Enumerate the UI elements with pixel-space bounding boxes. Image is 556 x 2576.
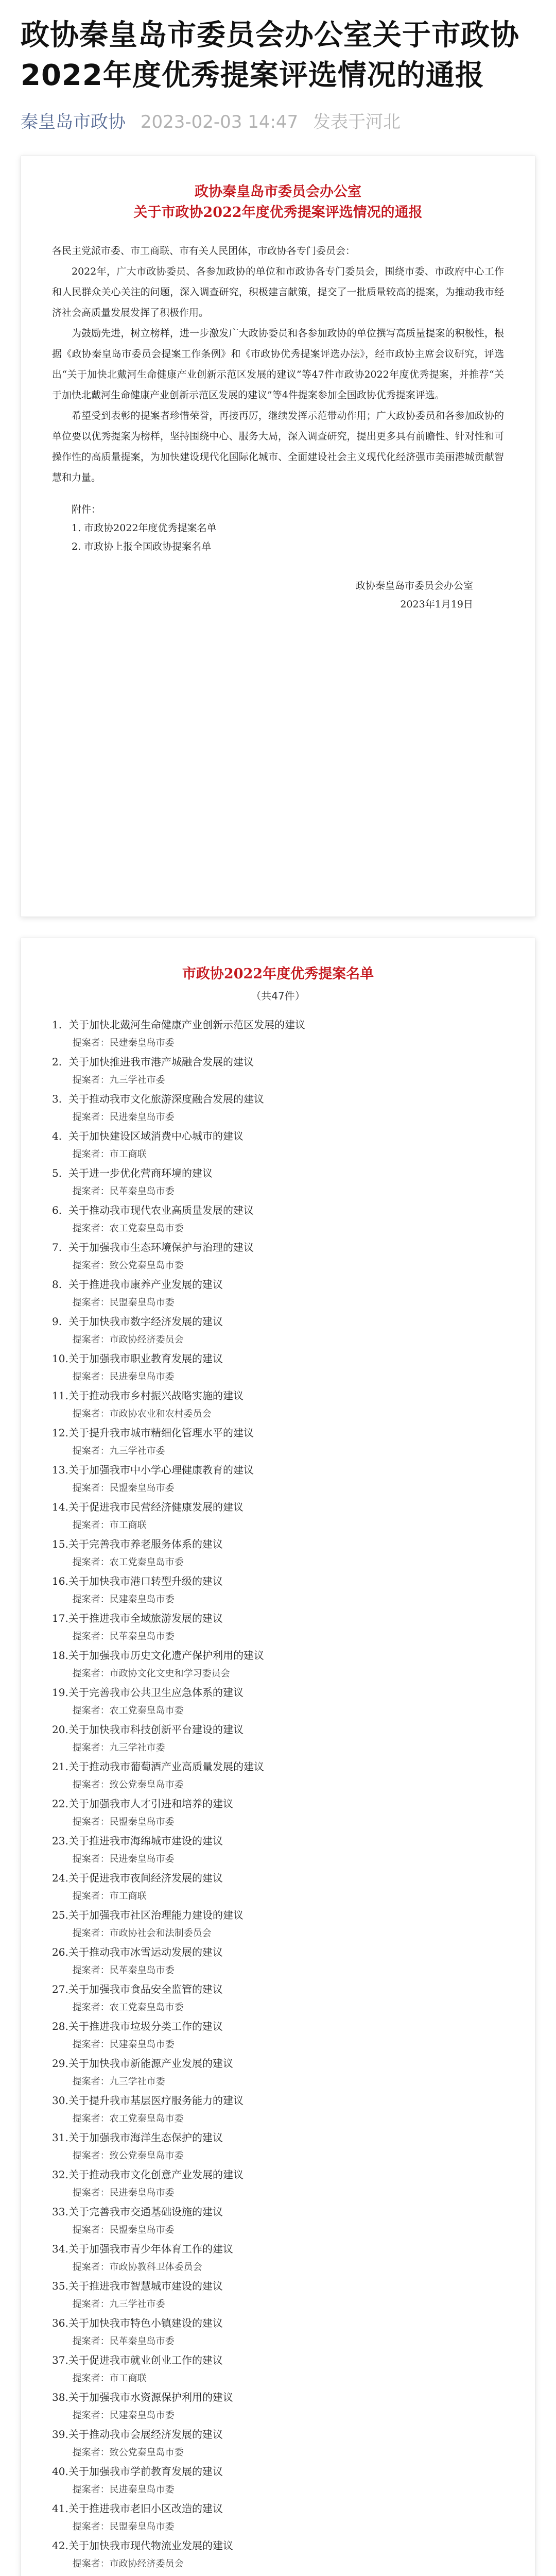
proposal-number: 16. [52,1575,68,1587]
notice-paragraph: 希望受到表彰的提案者珍惜荣誉，再接再厉，继续发挥示范带动作用；广大政协委员和各参加政协的单位要以优秀提案为榜样，坚持围绕中心、服务大局，深入调查研究，提出更多具有前瞻性、针对性和可操作性的高质量提案，为加快建设现代化国际化城市、全面建设社会主义现代化经济强市美丽港城贡献智慧和力量。 [52,410,504,483]
proposal-number: 7. [52,1241,62,1253]
proposal-item [52,1942,504,1979]
notice-signature: 政协秦皇岛市委员会办公室 [355,580,473,591]
proposal-title [52,1349,504,1368]
proposal-number: 19. [52,1686,68,1699]
proposal-title [52,1386,504,1405]
proposal-number: 22. [52,1798,68,1810]
proposal-number: 9. [52,1315,62,1328]
proposal-author: 提案者：民盟秦皇岛市委 [72,1817,175,1827]
proposal-item [52,1163,504,1200]
proposal-number: 3. [52,1093,62,1105]
proposal-title [52,1757,504,1776]
proposal-title-text: 关于加快我市数字经济发展的建议 [68,1315,223,1328]
proposal-title [52,1646,504,1665]
proposal-item [52,2239,504,2276]
proposal-author: 提案者：市工商联 [72,2373,147,2384]
proposal-title [52,1608,504,1628]
proposal-number: 17. [52,1612,68,1624]
attachments-label: 附件： [72,504,101,515]
proposal-title [52,2573,504,2576]
proposal-author: 提案者：民革秦皇岛市委 [72,1631,175,1642]
proposal-item [52,2313,504,2350]
proposal-item [52,2276,504,2313]
proposal-item [52,1497,504,1534]
proposal-number: 25. [52,1909,68,1921]
proposal-number: 6. [52,1204,62,1216]
proposal-title-text: 关于加强我市青少年体育工作的建议 [68,2243,233,2255]
proposal-author: 提案者：九三学社市委 [72,2076,165,2087]
proposal-title-text: 关于推进我市全域旅游发展的建议 [68,1612,223,1624]
notice-recipients: 各民主党派市委、市工商联、市有关人民团体，市政协各专门委员会： [52,245,356,257]
proposal-number: 10. [52,1352,68,1365]
attachment-item: 2. 市政协上报全国政协提案名单 [72,541,212,552]
proposal-title-text: 关于促进我市夜间经济发展的建议 [68,1872,223,1884]
proposal-title-text: 关于加强我市职业教育发展的建议 [68,1352,223,1365]
proposal-number: 14. [52,1501,68,1513]
proposal-title-text: 关于推进我市智慧城市建设的建议 [68,2280,223,2292]
proposal-title [52,1200,504,1220]
proposal-author: 提案者：农工党秦皇岛市委 [72,1557,184,1568]
proposal-number: 12. [52,1427,68,1439]
proposal-title-text: 关于完善我市养老服务体系的建议 [68,1538,223,1550]
proposal-title-text: 关于加快我市新能源产业发展的建议 [68,2057,233,2070]
proposal-title-text: 关于加快建设区域消费中心城市的建议 [68,1130,244,1142]
proposal-item [52,1646,504,1683]
proposal-number: 26. [52,1946,68,1958]
proposal-author: 提案者：市政协社会和法制委员会 [72,1928,212,1939]
proposal-number: 33. [52,2206,68,2218]
proposal-title-text: 关于提升我市城市精细化管理水平的建议 [68,1427,254,1439]
proposal-number: 21. [52,1760,68,1773]
proposal-number: 34. [52,2243,68,2255]
proposal-number: 4. [52,1130,62,1142]
proposal-author: 提案者：民进秦皇岛市委 [72,1854,175,1865]
account-name-link[interactable]: 秦皇岛市政协 [21,112,126,132]
proposal-title [52,1238,504,1257]
proposal-title-text: 关于推动我市冰雪运动发展的建议 [68,1946,223,1958]
proposal-item [52,1423,504,1460]
proposal-item [52,2499,504,2536]
proposal-number: 27. [52,1983,68,1995]
proposal-author: 提案者：民盟秦皇岛市委 [72,2521,175,2532]
proposal-author: 提案者：民进秦皇岛市委 [72,2188,175,2198]
proposal-author: 提案者：致公党秦皇岛市委 [72,2447,184,2458]
proposal-item [52,2128,504,2165]
proposal-title [52,1534,504,1554]
proposal-number: 2. [52,1056,62,1068]
proposal-title-text: 关于加强我市中小学心理健康教育的建议 [68,1464,254,1476]
proposal-author: 提案者：市政协经济委员会 [72,1334,184,1345]
proposal-title-text: 关于加强我市海洋生态保护的建议 [68,2131,223,2144]
proposal-title [52,2462,504,2481]
proposal-title [52,1868,504,1888]
proposal-item [52,1534,504,1571]
proposal-item [52,1349,504,1386]
proposal-author: 提案者：市工商联 [72,1520,147,1531]
article-title: 政协秦皇岛市委员会办公室关于市政协2022年度优秀提案评选情况的通报 [21,19,519,92]
proposal-number: 5. [52,1167,62,1179]
proposal-author: 提案者：民建秦皇岛市委 [72,1594,175,1605]
proposal-author: 提案者：九三学社市委 [72,2299,165,2310]
proposal-number: 29. [52,2057,68,2070]
proposal-author: 提案者：市政协农业和农村委员会 [72,1409,212,1419]
article-meta [21,109,535,135]
proposal-number: 11. [52,1389,68,1402]
proposal-author: 提案者：民建秦皇岛市委 [72,2039,175,2050]
proposal-title [52,1052,504,1072]
proposal-author: 提案者：民盟秦皇岛市委 [72,1483,175,1494]
proposal-item [52,2573,504,2576]
article-header [0,0,556,135]
proposal-item [52,2202,504,2239]
list-title: 市政协2022年度优秀提案名单 [182,966,374,982]
proposal-title-text: 关于加强我市历史文化遗产保护利用的建议 [68,1649,264,1662]
proposal-item [52,1868,504,1905]
proposal-author: 提案者：民革秦皇岛市委 [72,2336,175,2347]
proposal-title-text: 关于推动我市乡村振兴战略实施的建议 [68,1389,244,1402]
attachment-item: 1. 市政协2022年度优秀提案名单 [72,522,217,534]
proposal-item [52,2387,504,2425]
proposal-author: 提案者：九三学社市委 [72,1742,165,1753]
notice-title-line1: 政协秦皇岛市委员会办公室 [195,184,361,200]
proposal-number: 15. [52,1538,68,1550]
proposal-title-text: 关于加强我市食品安全监管的建议 [68,1983,223,1995]
proposal-title [52,1905,504,1925]
proposal-item [52,2016,504,2054]
proposal-author: 提案者：民进秦皇岛市委 [72,2484,175,2495]
proposal-number: 28. [52,2020,68,2032]
proposal-number: 1. [52,1019,62,1031]
proposal-number: 38. [52,2391,68,2403]
proposal-list [52,1015,504,2576]
proposal-title-text: 关于加快我市科技创新平台建设的建议 [68,1723,244,1736]
proposal-author: 提案者：农工党秦皇岛市委 [72,2002,184,2013]
proposal-author: 提案者：市工商联 [72,1891,147,1902]
proposal-title-text: 关于进一步优化营商环境的建议 [68,1167,213,1179]
proposal-title [52,1126,504,1146]
proposal-number: 42. [52,2539,68,2552]
proposal-item [52,2425,504,2462]
proposal-title-text: 关于促进我市就业创业工作的建议 [68,2354,223,2366]
proposal-author: 提案者：农工党秦皇岛市委 [72,1223,184,1234]
proposal-title [52,2313,504,2333]
proposal-title [52,1683,504,1702]
proposal-title [52,2425,504,2444]
proposal-title-text: 关于推动我市现代农业高质量发展的建议 [68,1204,254,1216]
proposal-title [52,2239,504,2259]
proposal-item [52,1905,504,1942]
notice-document [21,156,535,917]
proposal-author: 提案者：民盟秦皇岛市委 [72,1297,175,1308]
proposal-author: 提案者：民革秦皇岛市委 [72,1186,175,1197]
proposal-title-text: 关于加快北戴河生命健康产业创新示范区发展的建议 [68,1019,305,1031]
proposal-title-text: 关于推动我市会展经济发展的建议 [68,2428,223,2441]
proposal-title [52,2016,504,2036]
proposal-title [52,2054,504,2073]
proposal-title [52,2165,504,2184]
proposal-title-text: 关于推动我市葡萄酒产业高质量发展的建议 [68,1760,264,1773]
proposal-author: 提案者：市政协经济委员会 [72,2558,184,2569]
proposal-author: 提案者：致公党秦皇岛市委 [72,1780,184,1790]
proposal-author: 提案者：民建秦皇岛市委 [72,2410,175,2421]
proposal-title [52,1720,504,1739]
proposal-item [52,1460,504,1497]
proposal-number: 36. [52,2317,68,2329]
proposal-number [52,2573,68,2576]
proposal-number: 31. [52,2131,68,2144]
proposal-item [52,2350,504,2387]
proposal-number: 39. [52,2428,68,2441]
proposal-item [52,2054,504,2091]
proposal-title [52,1794,504,1814]
proposal-author: 提案者：民进秦皇岛市委 [72,1112,175,1123]
proposal-number: 30. [52,2094,68,2107]
proposal-title-text: 关于推动我市文化创意产业发展的建议 [68,2168,244,2181]
proposal-author: 提案者：民进秦皇岛市委 [72,1371,175,1382]
proposal-author: 提案者：九三学社市委 [72,1075,165,1086]
proposal-number: 8. [52,1278,62,1291]
proposal-title [52,1831,504,1851]
proposal-item [52,2536,504,2573]
publish-location: 发表于河北 [313,112,401,132]
proposal-title [52,2499,504,2518]
proposal-item [52,1683,504,1720]
proposal-item [52,1089,504,1126]
excellent-proposals-list [21,938,535,2576]
proposal-item [52,2462,504,2499]
proposal-title [52,1275,504,1294]
proposal-title [52,2387,504,2407]
list-count: （共47件） [251,990,305,1002]
proposal-title-text: 关于加快我市现代物流业发展的建议 [68,2539,233,2552]
proposal-number: 41. [52,2502,68,2515]
proposal-title-text: 关于加强我市社区治理能力建设的建议 [68,1909,244,1921]
proposal-number: 13. [52,1464,68,1476]
proposal-title-text: 关于促进我市民营经济健康发展的建议 [68,1501,244,1513]
proposal-number: 32. [52,2168,68,2181]
publish-time: 2023-02-03 14:47 [140,112,299,132]
proposal-title [52,1979,504,1999]
proposal-title [52,1423,504,1443]
proposal-title-text: 关于推进我市垃圾分类工作的建议 [68,2020,223,2032]
proposal-title [52,1571,504,1591]
proposal-item [52,2091,504,2128]
proposal-item [52,1200,504,1238]
proposal-title-text: 关于加强我市人才引进和培养的建议 [68,1798,233,1810]
proposal-item [52,1794,504,1831]
proposal-number: 24. [52,1872,68,1884]
proposal-item [52,2165,504,2202]
proposal-number: 35. [52,2280,68,2292]
proposal-item [52,1757,504,1794]
proposal-item [52,1052,504,1089]
proposal-item [52,1238,504,1275]
proposal-title-text: 关于推进我市老旧小区改造的建议 [68,2502,223,2515]
proposal-number: 23. [52,1835,68,1847]
proposal-title-text: 关于加快推进我市港产城融合发展的建议 [68,1056,254,1068]
proposal-item [52,1015,504,1052]
proposal-author: 提案者：农工党秦皇岛市委 [72,1705,184,1716]
proposal-author: 提案者：九三学社市委 [72,1446,165,1456]
proposal-title [52,1497,504,1517]
proposal-author: 提案者：市政协教科卫体委员会 [72,2262,202,2273]
proposal-title [52,2276,504,2296]
proposal-title [52,1015,504,1035]
proposal-title [52,1312,504,1331]
proposal-number: 20. [52,1723,68,1736]
proposal-title [52,2128,504,2147]
proposal-title [52,1089,504,1109]
proposal-author: 提案者：农工党秦皇岛市委 [72,2113,184,2124]
notice-date: 2023年1月19日 [400,599,473,610]
proposal-title [52,2350,504,2370]
proposal-author: 提案者：市政协文化文史和学习委员会 [72,1668,230,1679]
proposal-item [52,1571,504,1608]
proposal-title-text: 关于加强我市生态环境保护与治理的建议 [68,1241,254,1253]
proposal-author: 提案者：民建秦皇岛市委 [72,1038,175,1048]
proposal-title-text: 关于推进我市康养产业发展的建议 [68,1278,223,1291]
notice-paragraph: 2022年，广大市政协委员、各参加政协的单位和市政协各专门委员会，围绕市委、市政府中心工作和人民群众关心关注的问题，深入调查研究，积极建言献策，提交了一批质量较高的提案，为推动我市经济社会高质量发展发挥了积极作用。 [52,266,504,318]
proposal-title-text: 关于加强我市学前教育发展的建议 [68,2465,223,2478]
proposal-title-text: 关于推动我市文化旅游深度融合发展的建议 [68,1093,264,1105]
proposal-author: 提案者：致公党秦皇岛市委 [72,1260,184,1271]
proposal-title-text: 关于加强我市水资源保护利用的建议 [68,2391,233,2403]
proposal-title [52,2536,504,2555]
proposal-item [52,1275,504,1312]
proposal-number: 40. [52,2465,68,2478]
proposal-number: 18. [52,1649,68,1662]
proposal-title-text: 关于加快我市港口转型升级的建议 [68,1575,223,1587]
proposal-item [52,1608,504,1646]
proposal-item [52,1386,504,1423]
proposal-item [52,1720,504,1757]
proposal-title-text: 关于推进我市海绵城市建设的建议 [68,1835,223,1847]
proposal-title-text: 关于加快我市特色小镇建设的建议 [68,2317,223,2329]
proposal-title [52,1460,504,1480]
attachments [52,500,504,556]
proposal-item [52,1979,504,2016]
proposal-number: 37. [52,2354,68,2366]
proposal-item [52,1312,504,1349]
proposal-item [52,1831,504,1868]
proposal-title-text: 关于完善我市交通基础设施的建议 [68,2206,223,2218]
notice-title-line2: 关于市政协2022年度优秀提案评选情况的通报 [133,205,423,221]
proposal-title [52,2202,504,2222]
proposal-author: 提案者：致公党秦皇岛市委 [72,2150,184,2161]
proposal-title [52,2091,504,2110]
proposal-author: 提案者：民革秦皇岛市委 [72,1965,175,1976]
proposal-title [52,1163,504,1183]
proposal-title-text: 关于提升我市基层医疗服务能力的建议 [68,2094,244,2107]
proposal-author: 提案者：市工商联 [72,1149,147,1160]
proposal-item [52,1126,504,1163]
notice-paragraph: 为鼓励先进，树立榜样，进一步激发广大政协委员和各参加政协的单位撰写高质量提案的积极性，根据《政协秦皇岛市委员会提案工作条例》和《市政协优秀提案评选办法》，经市政协主席会议研究，评选出“关于加快北戴河生命健康产业创新示范区发展的建议”等47件市政协2022年度优秀提案，并推荐“关于加快北戴河生命健康产业创新示范区发展的建议”等4件提案参加全国政协优秀提案评选。 [52,328,504,401]
proposal-title-text: 关于完善我市公共卫生应急体系的建议 [68,1686,244,1699]
proposal-author: 提案者：民盟秦皇岛市委 [72,2225,175,2235]
proposal-title [52,1942,504,1962]
